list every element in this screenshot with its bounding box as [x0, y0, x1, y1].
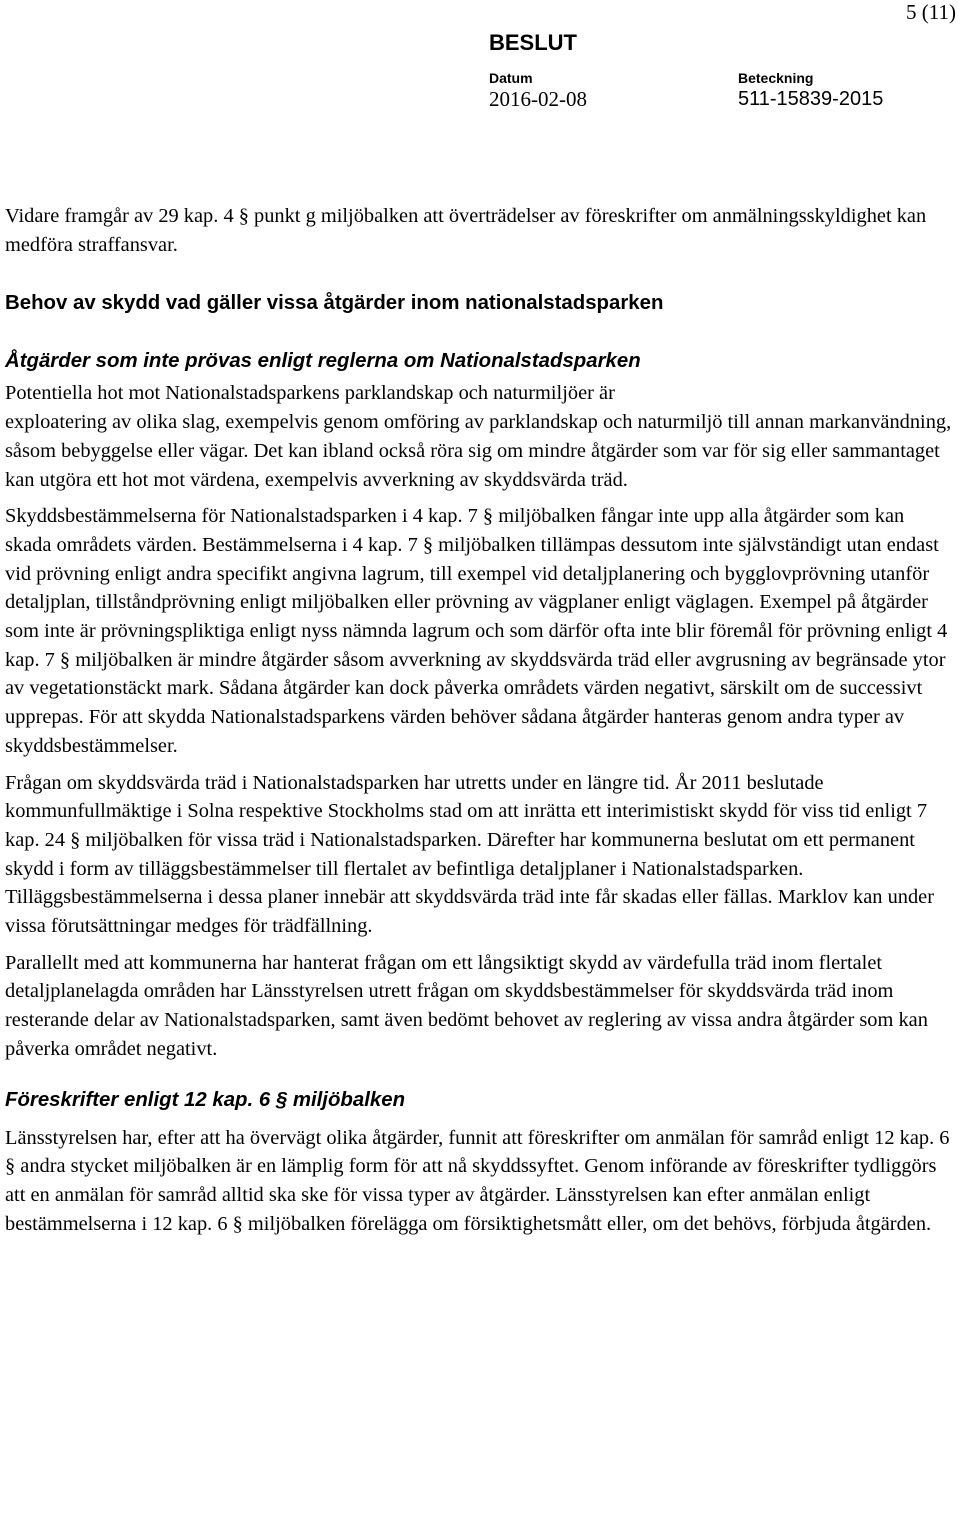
- paragraph-threats: exploatering av olika slag, exempelvis genom omföring av parklandskap och naturmiljö till annan markanvändning, såsom bebyggelse eller vägar. Det kan ibland också röra sig om mindre åtgärder som var för sig eller sammantaget kan utgöra ett hot mot värdena, exempelvis avverkning av skyddsvärda träd.: [5, 411, 952, 491]
- subsection-first-line: Potentiella hot mot Nationalstadsparkens parklandskap och naturmiljöer är: [5, 382, 615, 405]
- date-value: 2016-02-08: [489, 87, 587, 111]
- page-number: 5 (11): [906, 0, 956, 24]
- paragraph-regulations: Länsstyrelsen har, efter att ha övervägt olika åtgärder, funnit att föreskrifter om anmälan för samråd enligt 12 kap. 6 § andra stycket miljöbalken är en lämplig form för att nå skyddssyftet. Genom införande av föreskrifter tydliggörs att en anmälan för samråd alltid ska ske för vissa typer av åtgärder. Länsstyrelsen kan efter anmälan enligt bestämmelserna i 12 kap. 6 § miljöbalken förelägga om försiktighetsmått eller, om det behövs, förbjuda åtgärden.: [5, 1126, 950, 1235]
- reference-value: 511-15839-2015: [738, 88, 884, 110]
- date-label: Datum: [489, 70, 533, 86]
- reference-label: Beteckning: [738, 70, 814, 86]
- paragraph-trees: Frågan om skyddsvärda träd i Nationalstadsparken har utretts under en längre tid. År 2011 beslutade kommunfullmäktige i Solna respektive Stockholms stad om att inrätta ett interimistiskt skydd för viss tid enligt 7 kap. 24 § miljöbalken för vissa träd i Nationalstadsparken. Därefter har kommunerna beslutat om ett permanent skydd i form av tilläggsbestämmelser till flertalet av befintliga detaljplaner i Nationalstadsparken. Tilläggsbestämmelserna i dessa planer innebär att skyddsvärda träd inte får skadas eller fällas. Marklov kan under vissa förutsättningar medges för trädfällning.: [5, 771, 934, 938]
- intro-paragraph: Vidare framgår av 29 kap. 4 § punkt g miljöbalken att överträdelser av föreskrifter om anmälningsskyldighet kan medföra straffansvar.: [5, 205, 927, 256]
- paragraph-protection-rules: Skyddsbestämmelserna för Nationalstadsparken i 4 kap. 7 § miljöbalken fångar inte upp alla åtgärder som kan skada områdets värden. Bestämmelserna i 4 kap. 7 § miljöbalken tillämpas dessutom inte självständigt utan endast vid prövning enligt andra specifikt angivna lagrum, till exempel vid detaljplanering och bygglovprövning utanför detaljplan, tillståndprövning enligt miljöbalken eller prövning av vägplaner enligt väglagen. Exempel på åtgärder som inte är prövningspliktiga enligt nyss nämnda lagrum och som därför ofta inte blir föremål för prövning enligt 4 kap. 7 § miljöbalken är mindre åtgärder såsom avverkning av skyddsvärda träd eller avgrusning av begränsade ytor av vegetationstäckt mark. Sådana åtgärder kan dock påverka områdets värden negativt, särskilt om de successivt upprepas. För att skydda Nationalstadsparkens värden behöver sådana åtgärder hanteras genom andra typer av skyddsbestämmelser.: [5, 505, 948, 757]
- paragraph-parallel: Parallellt med att kommunerna har hanterat frågan om ett långsiktigt skydd av värdefulla träd inom flertalet detaljplanelagda områden har Länsstyrelsen utrett frågan om skyddsbestämmelser för skyddsvärda träd inom resterande delar av Nationalstadsparken, samt även bedömt behovet av reglering av vissa andra åtgärder som kan påverka området negativt.: [5, 951, 928, 1060]
- section-heading: Behov av skydd vad gäller vissa åtgärder inom nationalstadsparken: [5, 292, 664, 315]
- document-type: BESLUT: [489, 30, 577, 55]
- document-body: [5, 202, 955, 1238]
- subsection-heading: Åtgärder som inte prövas enligt reglerna om Nationalstadsparken: [5, 350, 641, 373]
- regulations-heading: Föreskrifter enligt 12 kap. 6 § miljöbalken: [5, 1088, 406, 1111]
